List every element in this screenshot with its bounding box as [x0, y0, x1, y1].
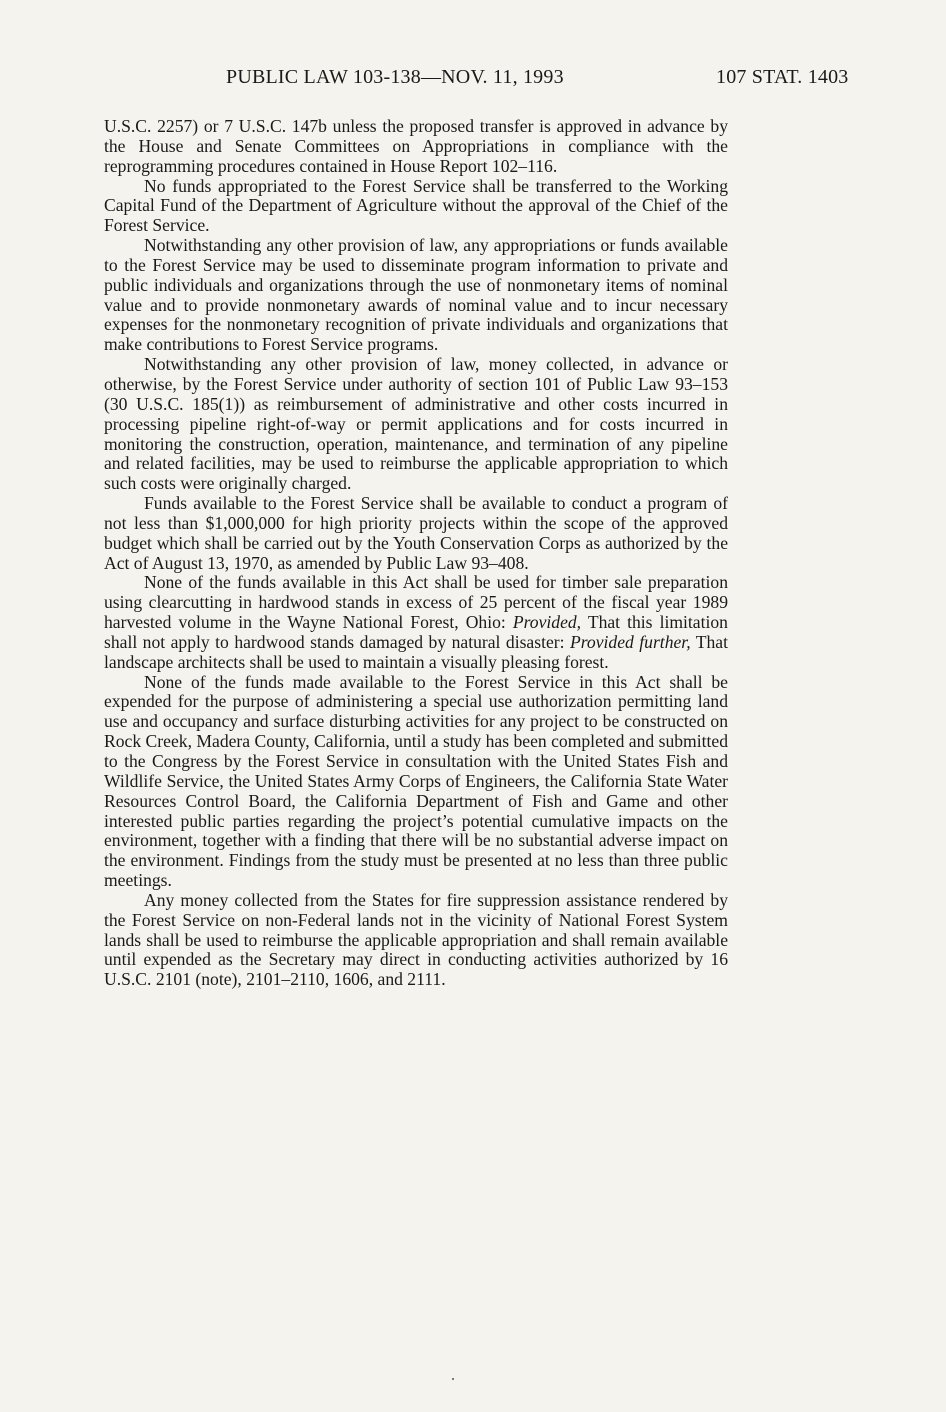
wayne-text-part-1: None of the funds available in this Act shall be used for timber sale preparation using clearcutting in hardwood stands in excess of 25 percent of the fiscal year 1989 harvested volume in the Wayne National Forest, Ohio: [104, 572, 728, 633]
paragraph-wayne-national-forest [104, 573, 728, 672]
paragraph-rock-creek-study: None of the funds made available to the Forest Service in this Act shall be expended for the purpose of administering a special use authorization permitting land use and occupancy and surface disturbing activities for any project to be constructed on Rock Creek, Madera County, California, until a study has been completed and submitted to the Congress by the Forest Service in consultation with the United States Fish and Wildlife Service, the United States Army Corps of Engineers, the California State Water Resources Control Board, the California Department of Fish and Game and other interested public parties regarding the project’s potential cumulative impacts on the environment, together with a finding that there will be no substantial adverse impact on the environment. Findings from the study must be presented at no less than three public meetings. [104, 671, 728, 891]
running-header [0, 66, 946, 96]
proviso-provided: Provided, [512, 612, 582, 633]
body-text [104, 117, 728, 990]
running-header-title: PUBLIC LAW 103-138—NOV. 11, 1993 [226, 66, 564, 88]
wayne-text-part-3: That landscape architects shall be used to maintain a visually pleasing forest. [104, 631, 728, 672]
paragraph-nonmonetary-items: Notwithstanding any other provision of law, any appropriations or funds available to the Forest Service may be used to disseminate program information to private and public individuals and organizations through the use of nonmonetary items of nominal value and to provide nonmonetary awards of nominal value and to incur necessary expenses for the nonmonetary recognition of private individuals and organizations that make contributions to Forest Service programs. [104, 235, 728, 355]
paper-speck [452, 1378, 454, 1380]
proviso-provided-further: Provided further, [569, 631, 691, 652]
paragraph-fire-suppression: Any money collected from the States for fire suppression assistance rendered by the Forest Service on non-Federal lands not in the vicinity of National Forest System lands shall be used to reimburse the applicable appropriation and shall remain available until expended as the Secretary may direct in conducting activities authorized by 16 U.S.C. 2101 (note), 2101–2110, 1606, and 2111. [104, 889, 728, 990]
paragraph-continuation: U.S.C. 2257) or 7 U.S.C. 147b unless the proposed transfer is approved in advance by the House and Senate Committees on Appropriations in compliance with the reprogramming procedures contained in House Report 102–116. [104, 116, 728, 176]
wayne-text-part-2: That this limitation shall not apply to hardwood stands damaged by natural disaster: [104, 612, 728, 652]
paragraph-pipeline-reimbursement: Notwithstanding any other provision of law, money collected, in advance or otherwise, by the Forest Service under authority of section 101 of Public Law 93–153 (30 U.S.C. 185(1)) as reimbursement of administrative and other costs incurred in processing pipeline right-of-way or permit applications and for costs incurred in monitoring the construction, operation, maintenance, and termination of any pipeline and related facilities, may be used to reimburse the applicable appropriation to which such costs were originally charged. [104, 354, 728, 494]
paragraph-youth-conservation-corps: Funds available to the Forest Service shall be available to conduct a program of not less than $1,000,000 for high priority projects within the scope of the approved budget which shall be carried out by the Youth Conservation Corps as authorized by the Act of August 13, 1970, as amended by Public Law 93–408. [104, 493, 728, 573]
paragraph-working-capital-fund: No funds appropriated to the Forest Service shall be transferred to the Working Capital Fund of the Department of Agriculture without the approval of the Chief of the Forest Service. [104, 175, 728, 236]
statute-page-number: 107 STAT. 1403 [716, 66, 849, 88]
